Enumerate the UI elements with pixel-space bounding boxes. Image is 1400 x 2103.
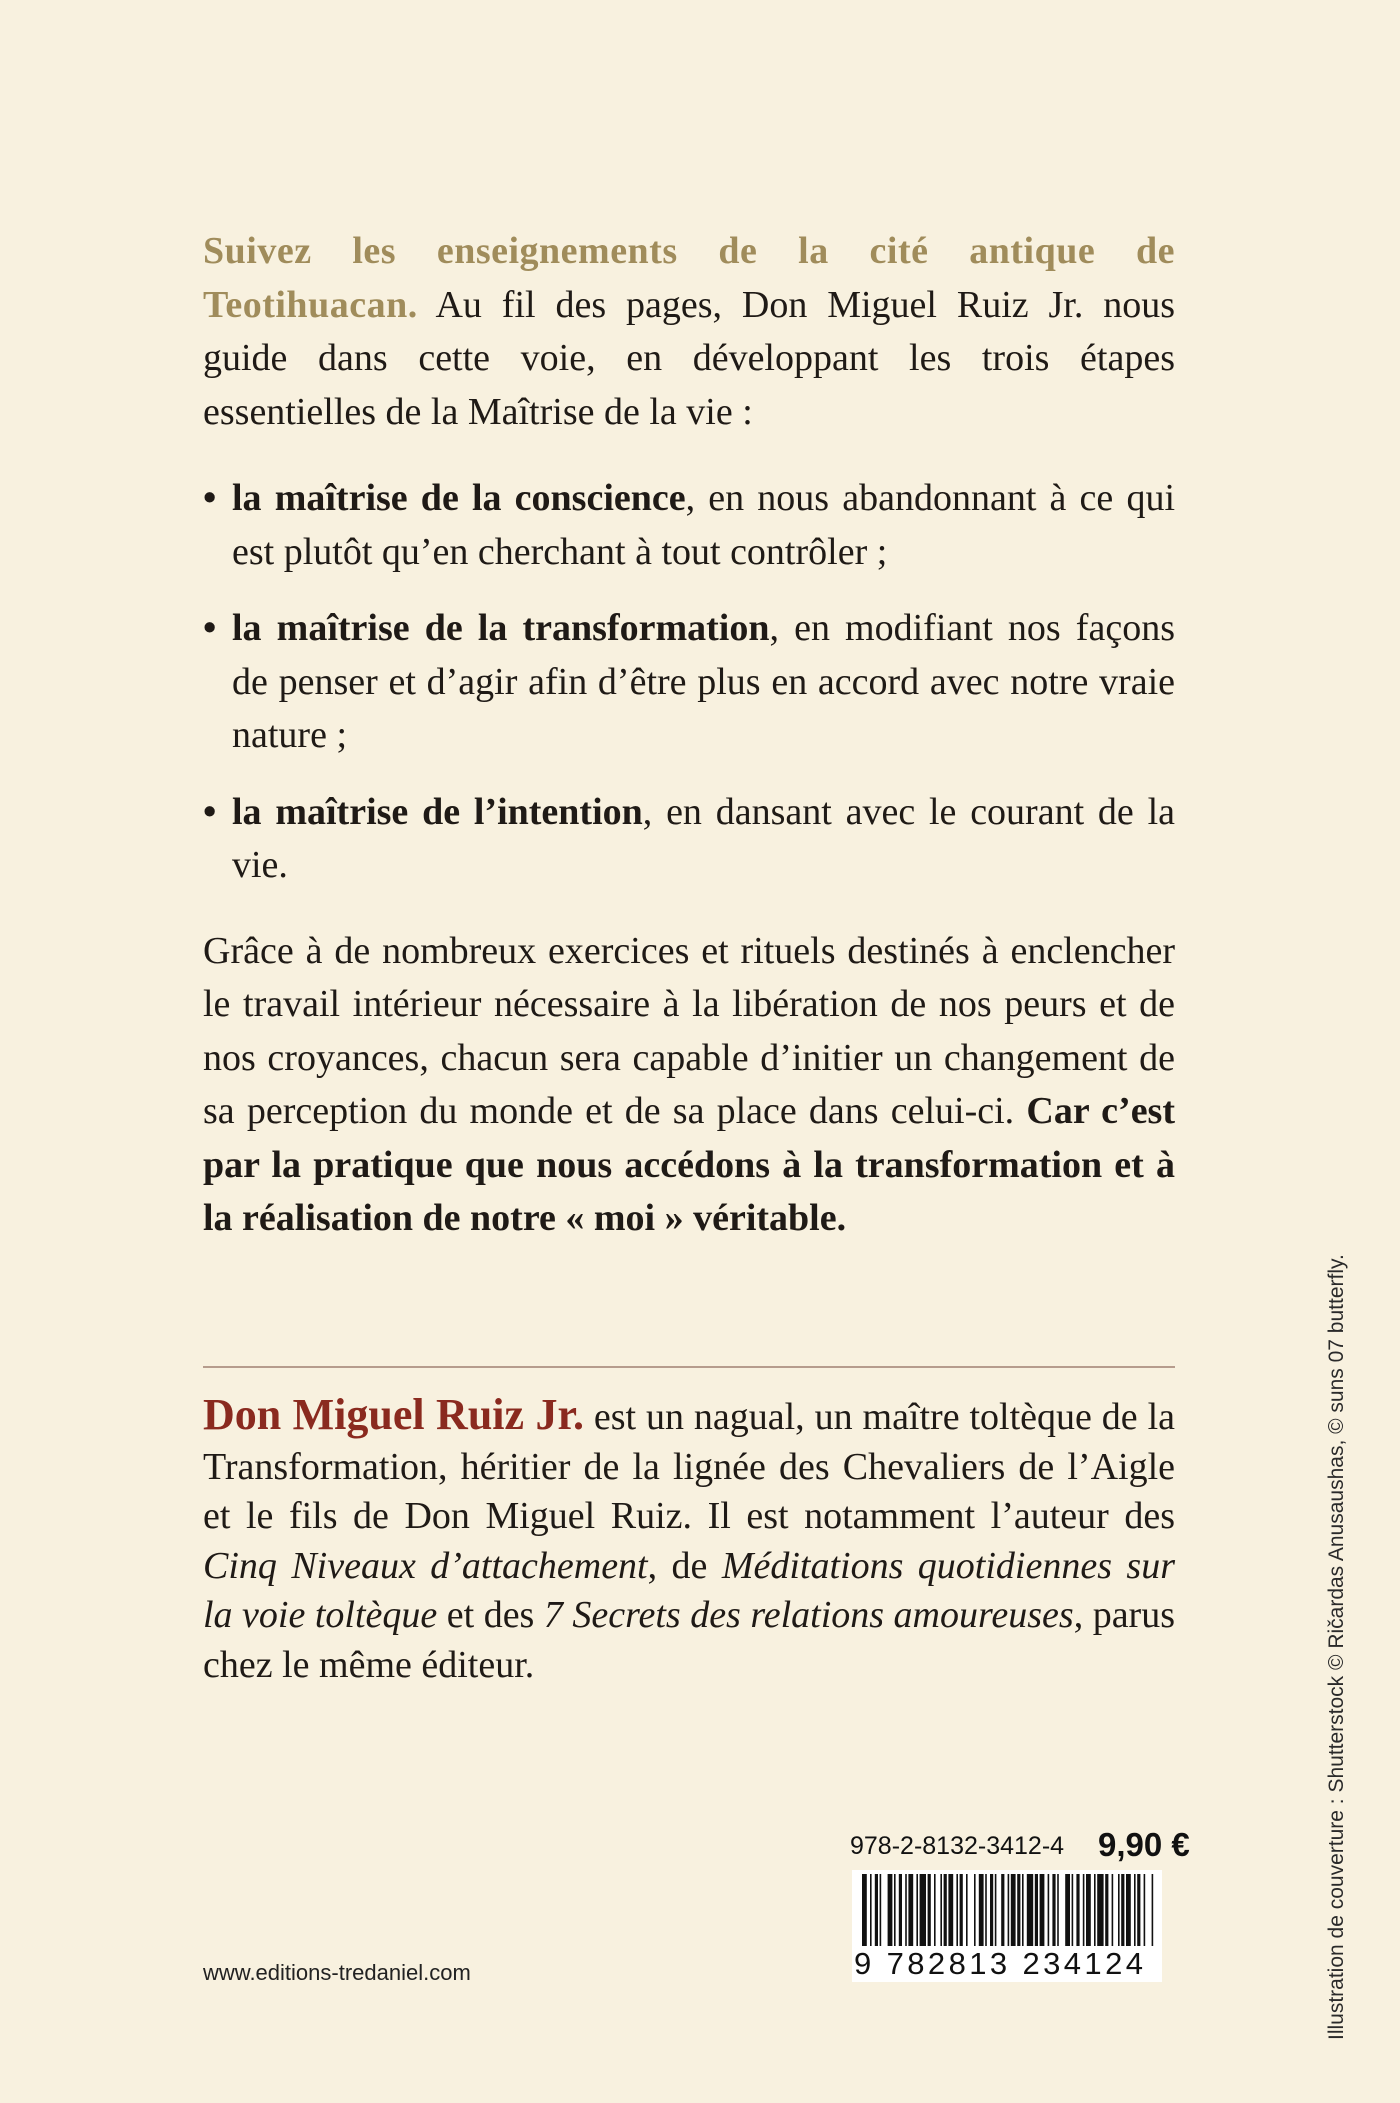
barcode-bar — [928, 1874, 931, 1948]
barcode-bar — [1017, 1874, 1020, 1948]
bullet-icon: • — [203, 477, 217, 519]
barcode-bar — [880, 1874, 882, 1948]
author-bio — [203, 1390, 1175, 1690]
list-item — [203, 602, 1175, 763]
barcode-bar — [995, 1874, 997, 1948]
barcode-bar — [1035, 1874, 1038, 1948]
barcode-bar — [899, 1874, 902, 1948]
barcode-bar — [1134, 1874, 1136, 1948]
list-item-text: , en modifiant nos façons de penser et d’agir afin d’être plus en accord avec notre vraie nature ; — [232, 607, 1175, 756]
list-item-text: , en dansant avec le courant de la vie. — [232, 790, 1176, 886]
barcode-bar — [908, 1874, 913, 1948]
barcode-bar — [894, 1874, 896, 1948]
author-name: Don Miguel Ruiz Jr. — [203, 1390, 584, 1439]
barcode-bar — [1001, 1874, 1004, 1948]
barcode-bar — [1065, 1874, 1070, 1948]
barcode-bar — [948, 1874, 953, 1948]
book-title: 7 Secrets des relations amoureuses — [543, 1594, 1074, 1636]
barcode-bar — [985, 1874, 987, 1948]
barcode-bar — [1097, 1874, 1103, 1948]
intro-paragraph — [203, 225, 1175, 439]
barcode-bar — [1011, 1874, 1016, 1948]
bio-text: et des — [437, 1594, 544, 1636]
barcode-bar — [1144, 1874, 1146, 1948]
publisher-website: www.editions-tredaniel.com — [203, 1960, 471, 1985]
barcode-bar — [1112, 1874, 1114, 1948]
bio-text: est un nagual, un maître toltèque de la Transformation, héritier de la lignée des Chevaliers de l’Aigle et le fils de Don Miguel Ruiz. Il est notamment l’auteur des — [203, 1396, 1175, 1537]
cover-credit: Illustration de couverture : Shutterstock © Ričardas Anusaushas, © suns 07 butterfly. — [1325, 1254, 1348, 2040]
barcode-bar — [1027, 1874, 1033, 1948]
barcode-bars — [852, 1870, 1162, 1950]
barcode-bar — [1022, 1874, 1024, 1948]
bullet-icon: • — [203, 607, 217, 649]
barcode-bar — [1076, 1874, 1079, 1948]
barcode-bar — [1048, 1874, 1050, 1948]
barcode-bar — [1008, 1874, 1010, 1948]
practice-paragraph — [203, 925, 1175, 1246]
barcode-bar — [1072, 1874, 1074, 1948]
barcode — [852, 1870, 1162, 1982]
barcode-bar — [1052, 1874, 1055, 1948]
list-item-title: la maîtrise de la transformation — [232, 607, 770, 649]
barcode-bar — [1086, 1874, 1091, 1948]
barcode-bar — [944, 1874, 947, 1948]
barcode-bar — [1126, 1874, 1131, 1948]
barcode-bar — [1057, 1874, 1059, 1948]
barcode-bar — [1083, 1874, 1085, 1948]
barcode-bar — [1094, 1874, 1096, 1948]
barcode-digits: 9 782813 234124 — [852, 1946, 1162, 1982]
barcode-bar — [956, 1874, 958, 1948]
barcode-bar — [1121, 1874, 1124, 1948]
barcode-bar — [920, 1874, 926, 1948]
barcode-bar — [960, 1874, 963, 1948]
book-title: Cinq Niveaux d’attachement — [203, 1544, 648, 1587]
barcode-bar — [916, 1874, 918, 1948]
barcode-bar — [888, 1874, 893, 1948]
bullet-icon: • — [203, 790, 217, 833]
barcode-bar — [1105, 1874, 1108, 1948]
barcode-bar — [905, 1874, 907, 1948]
barcode-bar — [1152, 1874, 1154, 1948]
list-item — [203, 786, 1175, 893]
practice-text: Grâce à de nombreux exercices et rituels destinés à enclencher le travail intérieur nécessaire à la libération de nos peurs et de nos croyances, chacun sera capable d’initier un changement de sa perception du monde et de sa place dans celui-ci. — [203, 929, 1175, 1132]
barcode-bar — [875, 1874, 878, 1948]
barcode-bar — [862, 1874, 867, 1948]
intro-lead: Suivez les enseignements de la cité antique de Teotihuacan. — [203, 230, 1175, 326]
mastery-list — [203, 472, 1175, 893]
isbn-number: 978-2-8132-3412-4 — [850, 1832, 1065, 1860]
list-item-title: la maîtrise de l’intention — [232, 790, 643, 833]
description — [203, 225, 1175, 1246]
barcode-bar — [870, 1874, 872, 1948]
barcode-bar — [974, 1874, 976, 1948]
barcode-bar — [1118, 1874, 1120, 1948]
barcode-bar — [1040, 1874, 1045, 1948]
book-title: Méditations quotidiennes sur la voie toltèque — [203, 1544, 1175, 1636]
intro-text: Au fil des pages, Don Miguel Ruiz Jr. nous guide dans cette voie, en développant les trois étapes essentielles de la Maîtrise de la vie : — [203, 283, 1175, 433]
list-item — [203, 472, 1175, 579]
barcode-bar — [990, 1874, 993, 1948]
price: 9,90 € — [1098, 1826, 1190, 1863]
practice-conclusion: Car c’est par la pratique que nous accédons à la transformation et à la réalisation de notre « moi » véritable. — [203, 1090, 1175, 1239]
barcode-bar — [934, 1874, 936, 1948]
bio-text: , parus chez le même éditeur. — [203, 1594, 1175, 1686]
bio-text: , de — [647, 1544, 722, 1587]
section-divider — [203, 1366, 1175, 1368]
barcode-bar — [940, 1874, 942, 1948]
barcode-bar — [1137, 1874, 1140, 1948]
list-item-title: la maîtrise de la conscience — [232, 477, 686, 519]
barcode-bar — [979, 1874, 984, 1948]
list-item-text: , en nous abandonnant à ce qui est plutôt qu’en cherchant à tout contrôler ; — [232, 477, 1176, 573]
barcode-bar — [966, 1874, 968, 1948]
